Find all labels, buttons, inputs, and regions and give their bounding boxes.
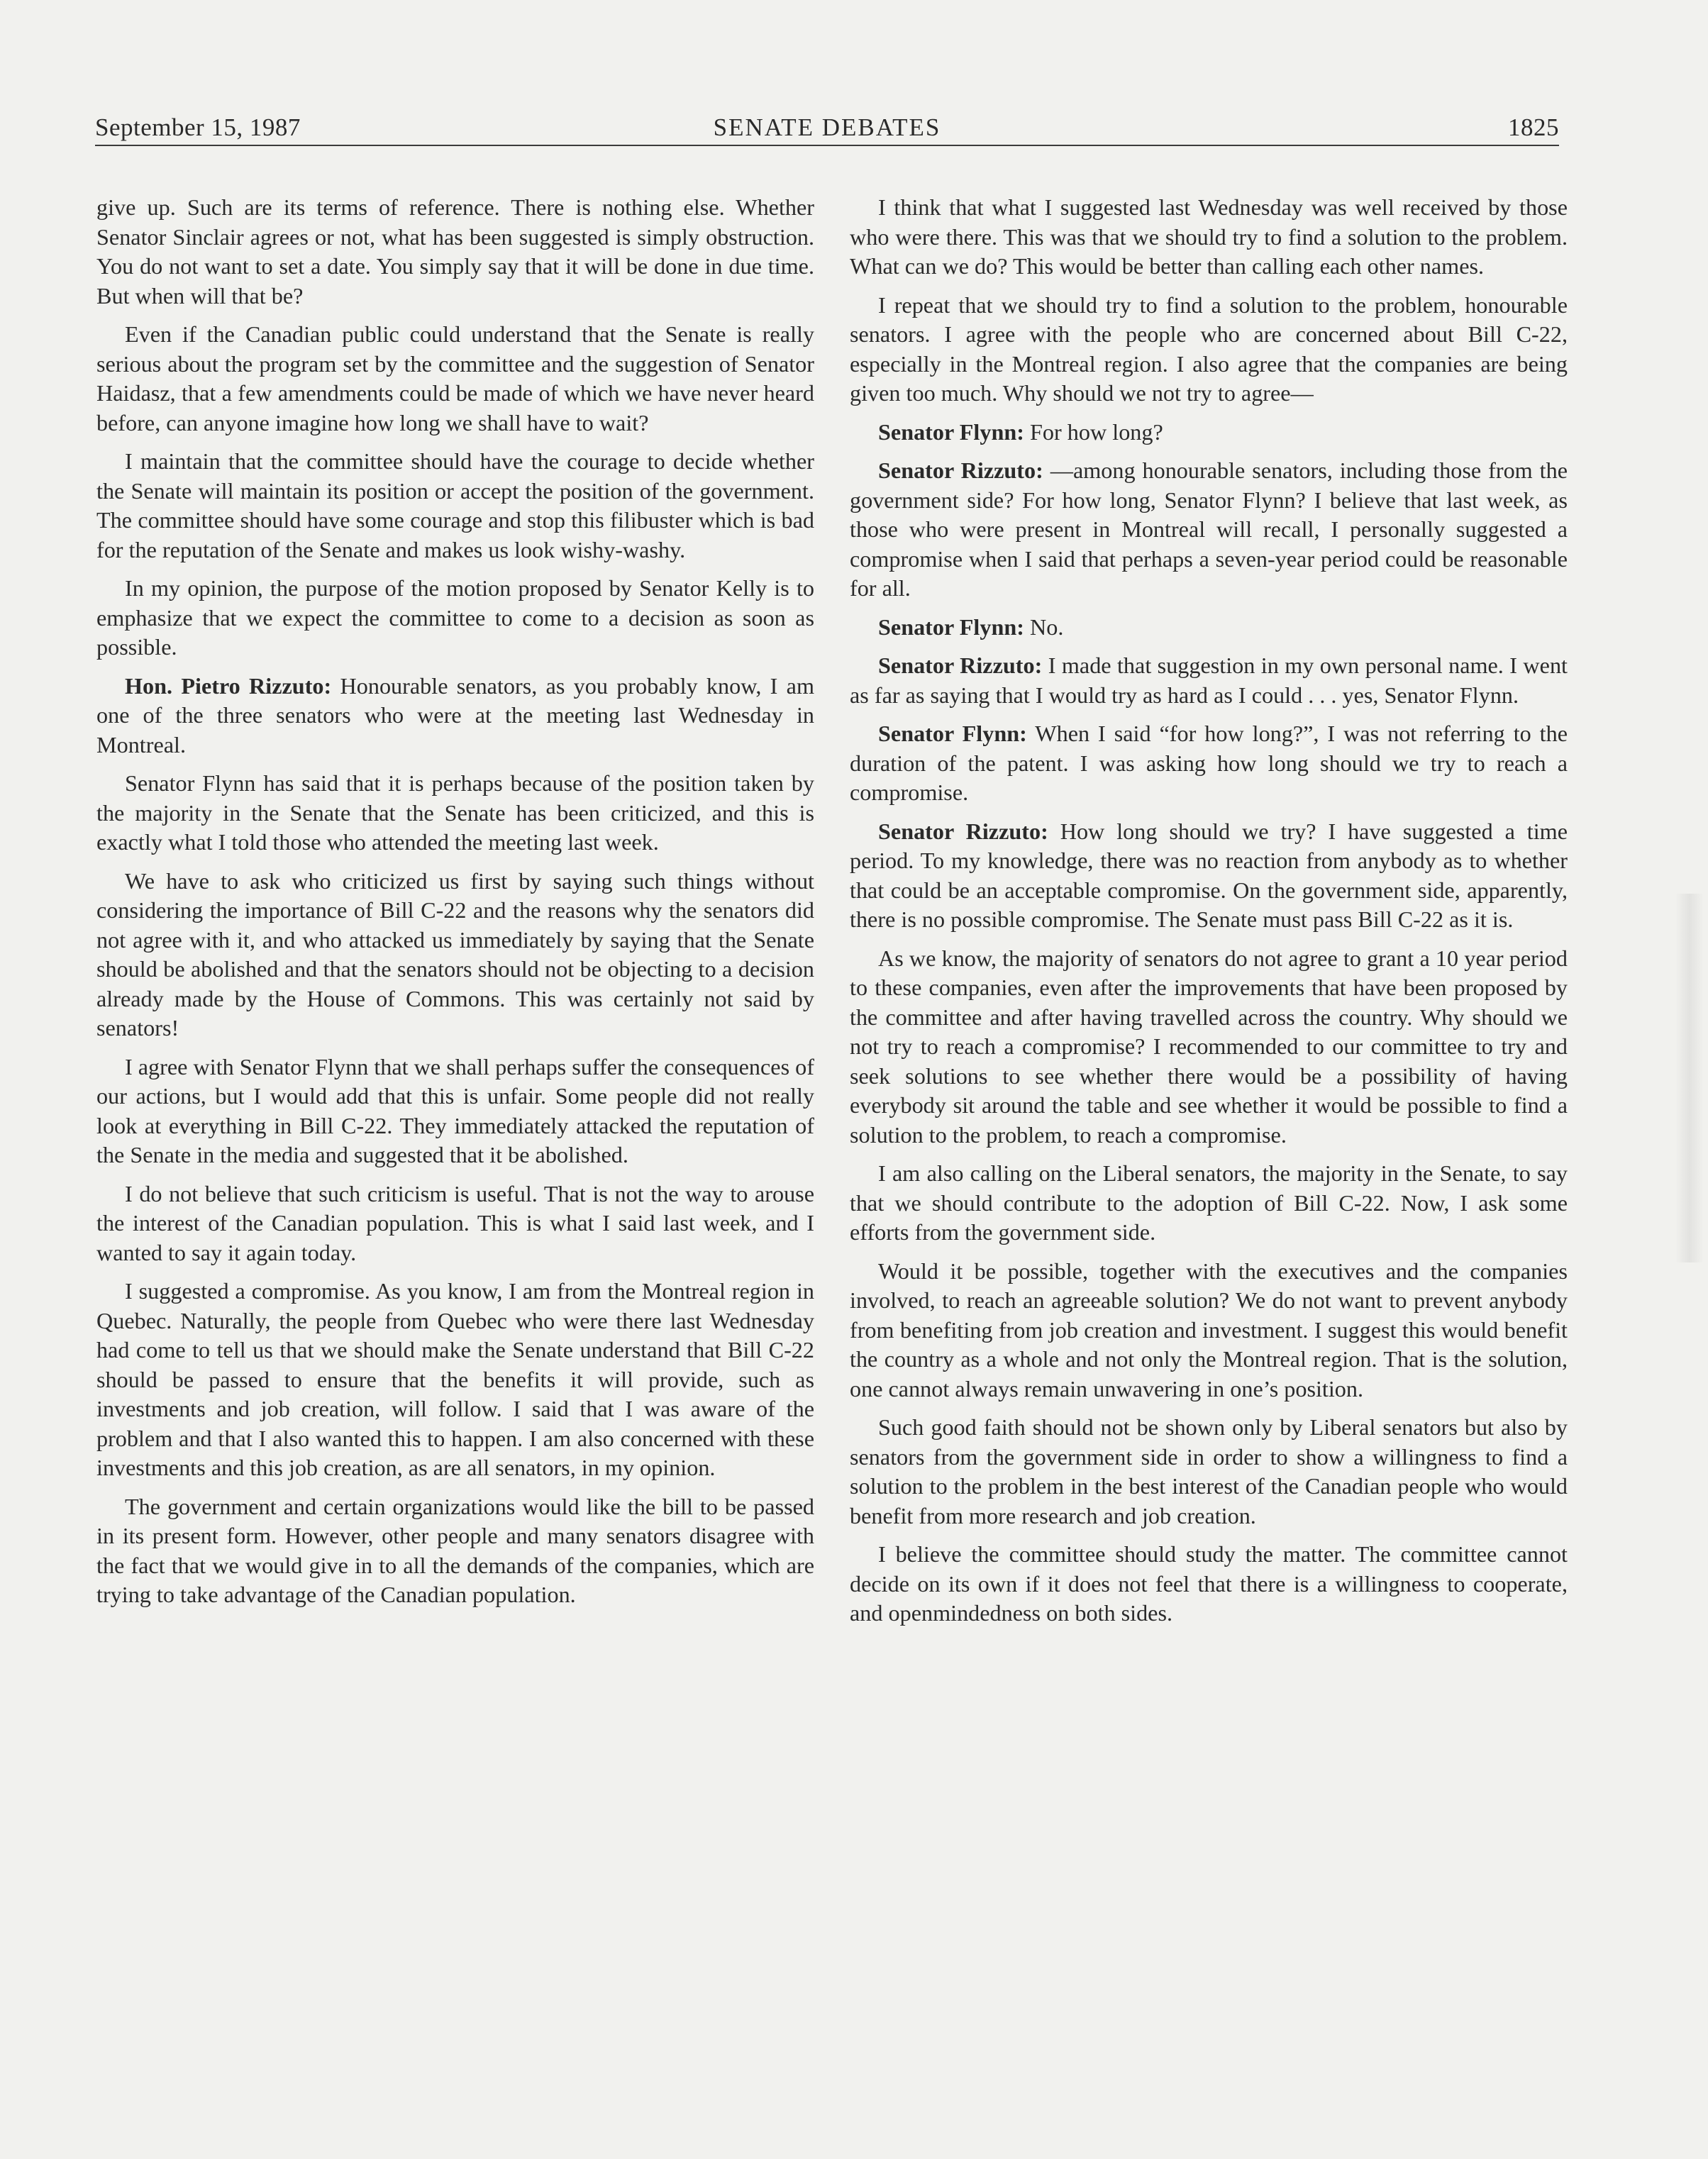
paragraph-text: Would it be possible, together with the executives and the companies involved, to reach an agreeable solution? We do not want to prevent anybody from benefiting from job creation and investment. I suggest this would benefit the country as a whole and not only the Montreal region. That is the solution, one cannot always remain unwavering in one’s position.	[850, 1258, 1568, 1402]
paragraph	[96, 447, 814, 565]
paragraph	[96, 320, 814, 438]
paragraph-text: Even if the Canadian public could understand that the Senate is really serious about the program set by the committee and the suggestion of Senator Haidasz, that a few amendments could be made of which we have never heard before, can anyone imagine how long we shall have to wait?	[96, 321, 814, 435]
paragraph	[96, 672, 814, 760]
paragraph	[850, 418, 1568, 448]
paragraph	[96, 193, 814, 311]
paragraph	[850, 1257, 1568, 1404]
paragraph-text: —among honourable senators, including those from the government side? For how long, Senator Flynn? I believe that last week, as those who were present in Montreal will recall, I personally suggested a compromise when I said that perhaps a seven-year period could be reasonable for all.	[850, 457, 1568, 601]
paragraph-text: I am also calling on the Liberal senators, the majority in the Senate, to say that we should contribute to the adoption of Bill C-22. Now, I ask some efforts from the government side.	[850, 1160, 1568, 1245]
paragraph-text: Senator Flynn has said that it is perhaps because of the position taken by the majority in the Senate that the Senate has been criticized, and this is exactly what I told those who attended the meeting last week.	[96, 770, 814, 855]
left-column	[96, 193, 814, 1619]
paragraph	[850, 456, 1568, 604]
paragraph-text: As we know, the majority of senators do not agree to grant a 10 year period to these companies, even after the improvements that have been proposed by the committee and after having travelled across the country. Why should we not try to reach a compromise? I recommended to our committee to try and seek solutions to see whether there would be a possibility of having everybody sit around the table and see whether it would be possible to find a solution to the problem, to reach a compromise.	[850, 945, 1568, 1148]
paragraph-text: I agree with Senator Flynn that we shall perhaps suffer the consequences of our actions, but I would add that this is unfair. Some people did not really look at everything in Bill C-22. They immediately attacked the reputation of the Senate in the media and suggested that it be abolished.	[96, 1053, 814, 1167]
speaker-name: Senator Flynn:	[878, 614, 1024, 640]
paragraph-text: I do not believe that such criticism is useful. That is not the way to arouse the interest of the Canadian population. This is what I said last week, and I wanted to say it again today.	[96, 1180, 814, 1265]
speaker-name: Senator Rizzuto:	[878, 653, 1043, 678]
paragraph-text: We have to ask who criticized us first by saying such things without considering the importance of Bill C-22 and the reasons why the senators did not agree with it, and who attacked us immediately by saying that the Senate should be abolished and that the senators should not be objecting to a decision already made by the House of Commons. This was certainly not said by senators!	[96, 867, 814, 1040]
running-header	[95, 108, 1559, 146]
paragraph	[850, 1540, 1568, 1628]
paragraph	[96, 574, 814, 662]
header-date: September 15, 1987	[95, 113, 301, 141]
paragraph	[96, 1492, 814, 1610]
header-page-number: 1825	[1508, 113, 1559, 141]
paragraph	[850, 193, 1568, 282]
paragraph	[96, 1180, 814, 1268]
paragraph-text: Honourable senators, as you probably know, I am one of the three senators who were at the meeting last Wednesday in Montreal.	[96, 672, 814, 757]
paragraph	[850, 613, 1568, 643]
speaker-name: Senator Flynn:	[878, 418, 1024, 445]
header-title: SENATE DEBATES	[713, 113, 941, 141]
paragraph	[96, 1053, 814, 1170]
paragraph	[96, 1277, 814, 1483]
paragraph-text: I maintain that the committee should have the courage to decide whether the Senate will maintain its position or accept the position of the government. The committee should have some courage and stop this filibuster which is bad for the reputation of the Senate and makes us look wishy-washy.	[96, 448, 814, 562]
paragraph-text: In my opinion, the purpose of the motion proposed by Senator Kelly is to emphasize that we expect the committee to come to a decision as soon as possible.	[96, 575, 814, 660]
speaker-name: Hon. Pietro Rizzuto:	[125, 672, 332, 699]
paragraph-text: I think that what I suggested last Wednesday was well received by those who were there. This was that we should try to find a solution to the problem. What can we do? This would be better than calling each other names.	[850, 194, 1568, 279]
scan-artifact	[1675, 894, 1704, 1262]
paragraph	[850, 291, 1568, 409]
paragraph	[96, 867, 814, 1043]
paragraph	[850, 1413, 1568, 1531]
paragraph	[850, 1159, 1568, 1248]
speaker-name: Senator Rizzuto:	[878, 818, 1048, 844]
paragraph-text: Such good faith should not be shown only by Liberal senators but also by senators from the government side in order to show a willingness to find a solution to the problem in the best interest of the Canadian people who would benefit from more research and job creation.	[850, 1414, 1568, 1528]
right-column	[850, 193, 1568, 1638]
speaker-name: Senator Rizzuto:	[878, 457, 1043, 483]
paragraph-text: I believe the committee should study the matter. The committee cannot decide on its own if it does not feel that there is a willingness to cooperate, and openmindedness on both sides.	[850, 1541, 1568, 1626]
paragraph-text: The government and certain organizations would like the bill to be passed in its present form. However, other people and many senators disagree with the fact that we would give in to all the demands of the companies, which are trying to take advantage of the Canadian population.	[96, 1493, 814, 1607]
paragraph-text: I made that suggestion in my own personal name. I went as far as saying that I would try as hard as I could . . . yes, Senator Flynn.	[850, 653, 1568, 708]
paragraph-text: When I said “for how long?”, I was not referring to the duration of the patent. I was asking how long should we try to reach a compromise.	[850, 721, 1568, 805]
paragraph-text: No.	[1024, 614, 1064, 640]
speaker-name: Senator Flynn:	[878, 721, 1027, 746]
paragraph-text: How long should we try? I have suggested a time period. To my knowledge, there was no reaction from anybody as to whether that could be an acceptable compromise. On the government side, apparently, there is no possible compromise. The Senate must pass Bill C-22 as it is.	[850, 818, 1568, 932]
paragraph-text: I repeat that we should try to find a solution to the problem, honourable senators. I agree with the people who are concerned about Bill C-22, especially in the Montreal region. I also agree that the companies are being given too much. Why should we not try to agree—	[850, 292, 1568, 406]
paragraph	[96, 769, 814, 858]
paragraph	[850, 817, 1568, 935]
paragraph-text: I suggested a compromise. As you know, I am from the Montreal region in Quebec. Naturally, the people from Quebec who were there last Wednesday had come to tell us that we should make the Senate understand that Bill C-22 should be passed to ensure that the benefits it will provide, such as investments and job creation, will follow. I said that I was aware of the problem and that I also wanted this to happen. I am also concerned with these investments and this job creation, as are all senators, in my opinion.	[96, 1278, 814, 1480]
paragraph	[850, 651, 1568, 710]
paragraph-text: For how long?	[1024, 418, 1163, 445]
paragraph	[850, 944, 1568, 1150]
paragraph	[850, 719, 1568, 808]
paragraph-text: give up. Such are its terms of reference. There is nothing else. Whether Senator Sinclair agrees or not, what has been suggested is simply obstruction. You do not want to set a date. You simply say that it will be done in due time. But when will that be?	[96, 194, 814, 309]
